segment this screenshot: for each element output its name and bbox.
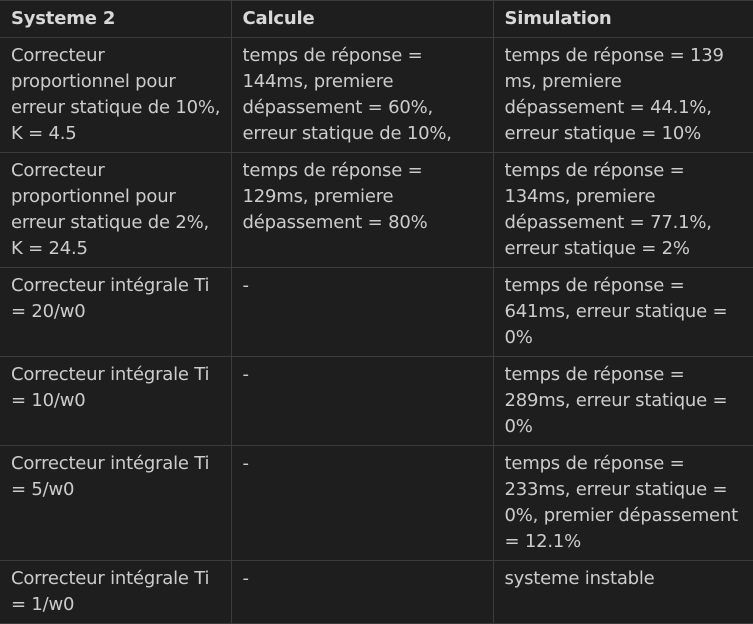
table-row — [0, 357, 753, 446]
cell-simulation: systeme instable — [493, 561, 753, 624]
table-row — [0, 446, 753, 561]
table-row — [0, 38, 753, 153]
cell-simulation: temps de réponse = 289ms, erreur statique = 0% — [493, 357, 753, 446]
cell-correcteur: Correcteur proportionnel pour erreur statique de 10%, K = 4.5 — [0, 38, 231, 153]
table-row — [0, 153, 753, 268]
cell-simulation: temps de réponse = 139 ms, premiere dépassement = 44.1%, erreur statique = 10% — [493, 38, 753, 153]
cell-calcule: - — [231, 446, 493, 561]
cell-correcteur: Correcteur intégrale Ti = 20/w0 — [0, 268, 231, 357]
table-header-row — [0, 1, 753, 38]
cell-calcule: - — [231, 561, 493, 624]
table-row — [0, 561, 753, 624]
cell-correcteur: Correcteur intégrale Ti = 10/w0 — [0, 357, 231, 446]
header-systeme: Systeme 2 — [0, 1, 231, 38]
cell-calcule: temps de réponse = 144ms, premiere dépassement = 60%, erreur statique de 10%, — [231, 38, 493, 153]
cell-simulation: temps de réponse = 134ms, premiere dépassement = 77.1%, erreur statique = 2% — [493, 153, 753, 268]
cell-correcteur: Correcteur proportionnel pour erreur statique de 2%, K = 24.5 — [0, 153, 231, 268]
header-calcule: Calcule — [231, 1, 493, 38]
cell-calcule: - — [231, 357, 493, 446]
cell-calcule: - — [231, 268, 493, 357]
header-simulation: Simulation — [493, 1, 753, 38]
cell-correcteur: Correcteur intégrale Ti = 1/w0 — [0, 561, 231, 624]
cell-simulation: temps de réponse = 641ms, erreur statique = 0% — [493, 268, 753, 357]
table-row — [0, 268, 753, 357]
cell-correcteur: Correcteur intégrale Ti = 5/w0 — [0, 446, 231, 561]
cell-calcule: temps de réponse = 129ms, premiere dépassement = 80% — [231, 153, 493, 268]
cell-simulation: temps de réponse = 233ms, erreur statique = 0%, premier dépassement = 12.1% — [493, 446, 753, 561]
